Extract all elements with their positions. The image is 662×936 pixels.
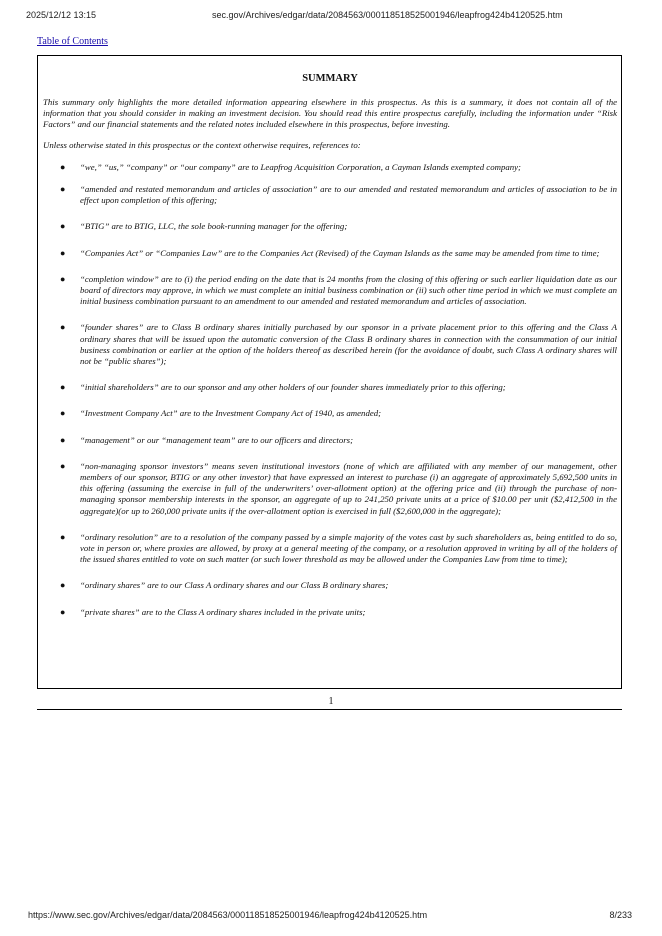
definition-text: “completion window” are to (i) the period ending on the date that is 24 months from the closing of this offering or such earlier liquidation date as our board of directors may approve, in which we must complete an initial business combination or (ii) such other time period in which we must complete an initial business combination pursuant to an amendment to our amended and restated memorandum and articles of association. (80, 273, 617, 307)
page-divider (37, 709, 622, 710)
bullet-icon: ● (60, 273, 66, 284)
summary-box (37, 55, 622, 689)
definition-text: “initial shareholders” are to our sponsor and any other holders of our founder shares immediately prior to this offering; (80, 382, 506, 393)
print-datetime: 2025/12/12 13:15 (26, 10, 97, 20)
bullet-icon: ● (60, 221, 66, 232)
definition-item-companies-act (43, 248, 617, 259)
definition-item-completion-window (43, 274, 617, 308)
definition-item-founder-shares (43, 322, 617, 367)
table-of-contents-link[interactable]: Table of Contents (37, 36, 108, 47)
bullet-icon: ● (60, 247, 66, 258)
definition-item-private-shares (43, 607, 617, 618)
definition-item-memorandum (43, 184, 617, 206)
bullet-icon: ● (60, 382, 66, 393)
references-intro-paragraph: Unless otherwise stated in this prospectus or the context otherwise requires, references to: (43, 139, 361, 150)
definition-text: “Companies Act” or “Companies Law” are to the Companies Act (Revised) of the Cayman Islands as the same may be amended from time to time; (80, 247, 600, 258)
definition-text: “BTIG” are to BTIG, LLC, the sole book-running manager for the offering; (80, 221, 348, 232)
definition-text: “we,” “us,” “company” or “our company” are to Leapfrog Acquisition Corporation, a Cayman Islands exempted company; (80, 161, 521, 172)
page-number: 1 (328, 696, 334, 707)
definition-item-ordinary-resolution (43, 532, 617, 566)
bullet-icon: ● (60, 460, 66, 471)
definition-text: “ordinary resolution” are to a resolution of the company passed by a simple majority of the votes cast by such shareholders as, being entitled to do so, vote in person or, where proxies are allowed, by proxy at a general meeting of the company, or a resolution approved in writing by all of the holders of the issued shares entitled to vote on such matter (or such lower threshold as may be allowed under the Companies Law from time to time); (80, 531, 617, 565)
bullet-icon: ● (60, 606, 66, 617)
definition-text: “ordinary shares” are to our Class A ordinary shares and our Class B ordinary shares; (80, 580, 389, 591)
bullet-icon: ● (60, 580, 66, 591)
definition-item-ordinary-shares (43, 580, 617, 591)
bullet-icon: ● (60, 322, 66, 333)
bullet-icon: ● (60, 531, 66, 542)
definition-item-btig (43, 221, 617, 232)
definition-text: “non-managing sponsor investors” means seven institutional investors (none of which are affiliated with any member of our management, other members of our sponsor, BTIG or any other investor) that have expressed an interest to purchase (i) an aggregate of approximately 5,692,500 units in this offering (assuming the exercise in full of the underwriters’ over-allotment option) at the offering price and (ii) through the purchase of non-managing sponsor membership interests in the sponsor, an aggregate of up to 241,250 private units at a price of $10.00 per unit ($2,412,500 in the aggregate)(or up to 260,000 private units if the over-allotment option is exercised in full ($2,600,000 in the aggregate); (80, 460, 617, 516)
definition-text: “founder shares” are to Class B ordinary shares initially purchased by our sponsor in a private placement prior to this offering and the Class A ordinary shares that will be issued upon the automatic conversion of the Class B ordinary shares in connection with the consummation of our initial business combination or earlier at the option of the holders thereof as described herein (for the avoidance of doubt, such Class A ordinary shares will not be “public shares”); (80, 322, 617, 367)
bullet-icon: ● (60, 434, 66, 445)
definition-text: “amended and restated memorandum and articles of association” are to our amended and restated memorandum and articles of association to be in effect upon completion of this offering; (80, 184, 617, 206)
definition-item-we (43, 162, 617, 173)
definition-item-investment-company-act (43, 408, 617, 419)
bullet-icon: ● (60, 161, 66, 172)
bullet-icon: ● (60, 408, 66, 419)
definition-text: “private shares” are to the Class A ordinary shares included in the private units; (80, 606, 366, 617)
print-footer-url: https://www.sec.gov/Archives/edgar/data/2084563/000118518525001946/leapfrog424b4120525.htm (28, 910, 428, 920)
print-header-url: sec.gov/Archives/edgar/data/2084563/000118518525001946/leapfrog424b4120525.htm (212, 10, 563, 20)
definition-item-management (43, 435, 617, 446)
definition-item-non-managing-sponsor-investors (43, 461, 617, 517)
definition-item-initial-shareholders (43, 382, 617, 393)
definition-text: “Investment Company Act” are to the Investment Company Act of 1940, as amended; (80, 408, 382, 419)
summary-title: SUMMARY (302, 73, 358, 84)
summary-intro-paragraph: This summary only highlights the more detailed information appearing elsewhere in this prospectus. As this is a summary, it does not contain all of the information that you should consider in making an investment decision. You should read this entire prospectus carefully, including the information under “Risk Factors” and our financial statements and the related notes included elsewhere in this prospectus, before investing. (43, 97, 617, 130)
definitions-list (43, 162, 617, 618)
definition-text: “management” or our “management team” are to our officers and directors; (80, 434, 354, 445)
print-page-counter: 8/233 (609, 910, 632, 920)
bullet-icon: ● (60, 184, 66, 195)
